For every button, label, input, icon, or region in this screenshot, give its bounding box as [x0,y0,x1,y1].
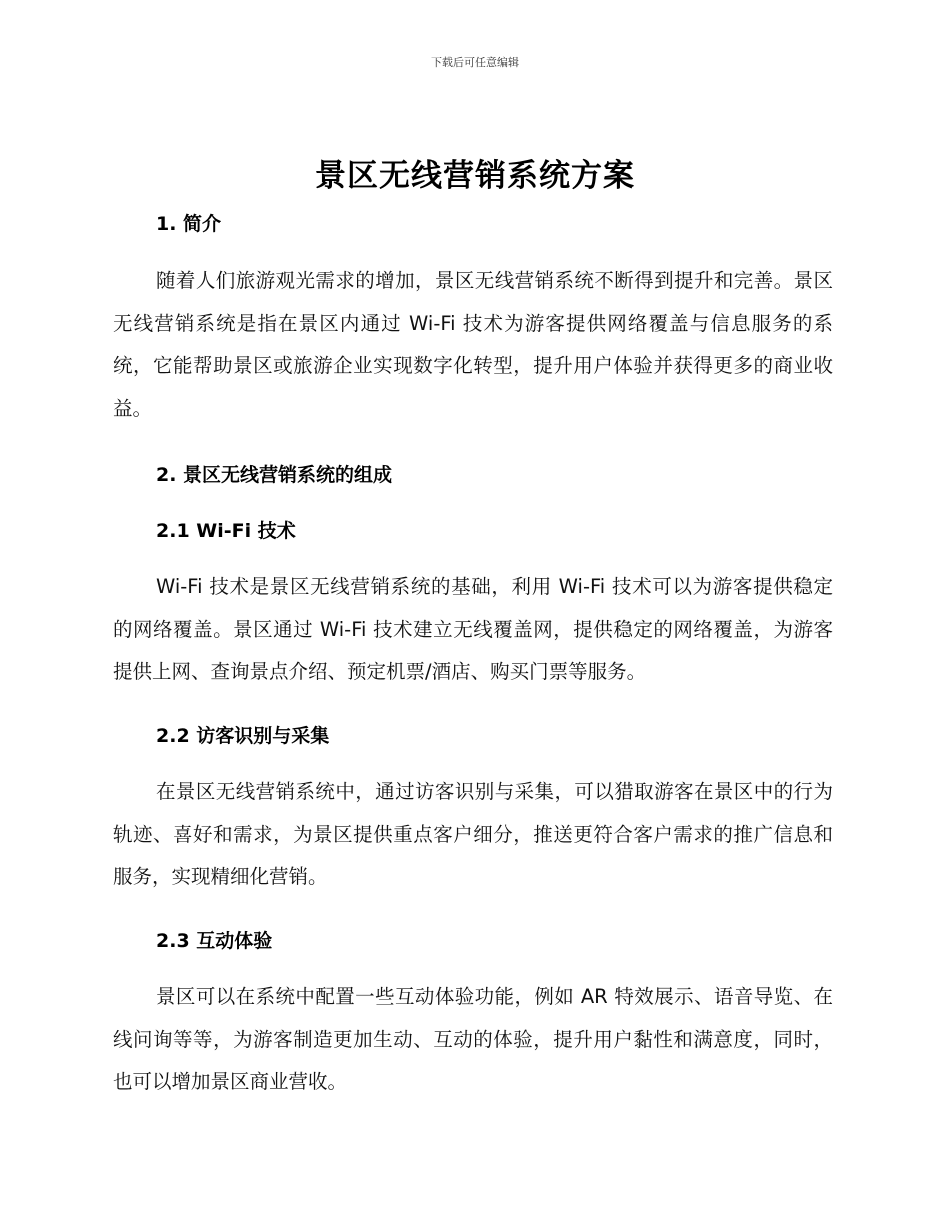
section-heading-visitor-identification: 2.2 访客识别与采集 [156,725,330,747]
section-paragraph-wifi: Wi-Fi 技术是景区无线营销系统的基础，利用 Wi-Fi 技术可以为游客提供稳定的网络覆盖。景区通过 Wi-Fi 技术建立无线覆盖网，提供稳定的网络覆盖，为游客提供上网、查询景点介绍、预定机票/酒店、购买门票等服务。 [113,575,833,683]
section-paragraph-interactive-experience: 景区可以在系统中配置一些互动体验功能，例如 AR 特效展示、语音导览、在线问询等等，为游客制造更加生动、互动的体验，提升用户黏性和满意度，同时，也可以增加景区商业营收。 [113,985,833,1093]
section-paragraph-intro: 随着人们旅游观光需求的增加，景区无线营销系统不断得到提升和完善。景区无线营销系统是指在景区内通过 Wi-Fi 技术为游客提供网络覆盖与信息服务的系统，它能帮助景区或旅游企业实现数字化转型，提升用户体验并获得更多的商业收益。 [113,269,833,420]
document-title: 景区无线营销系统方案 [315,158,635,194]
section-paragraph-visitor-identification: 在景区无线营销系统中，通过访客识别与采集，可以猎取游客在景区中的行为轨迹、喜好和需求，为景区提供重点客户细分，推送更符合客户需求的推广信息和服务，实现精细化营销。 [113,780,833,888]
section-heading-components: 2. 景区无线营销系统的组成 [156,464,393,486]
section-heading-interactive-experience: 2.3 互动体验 [156,930,273,952]
page-header: 下载后可任意编辑 [431,56,519,69]
section-heading-wifi: 2.1 Wi-Fi 技术 [156,520,296,542]
section-heading-intro: 1. 简介 [156,213,222,235]
